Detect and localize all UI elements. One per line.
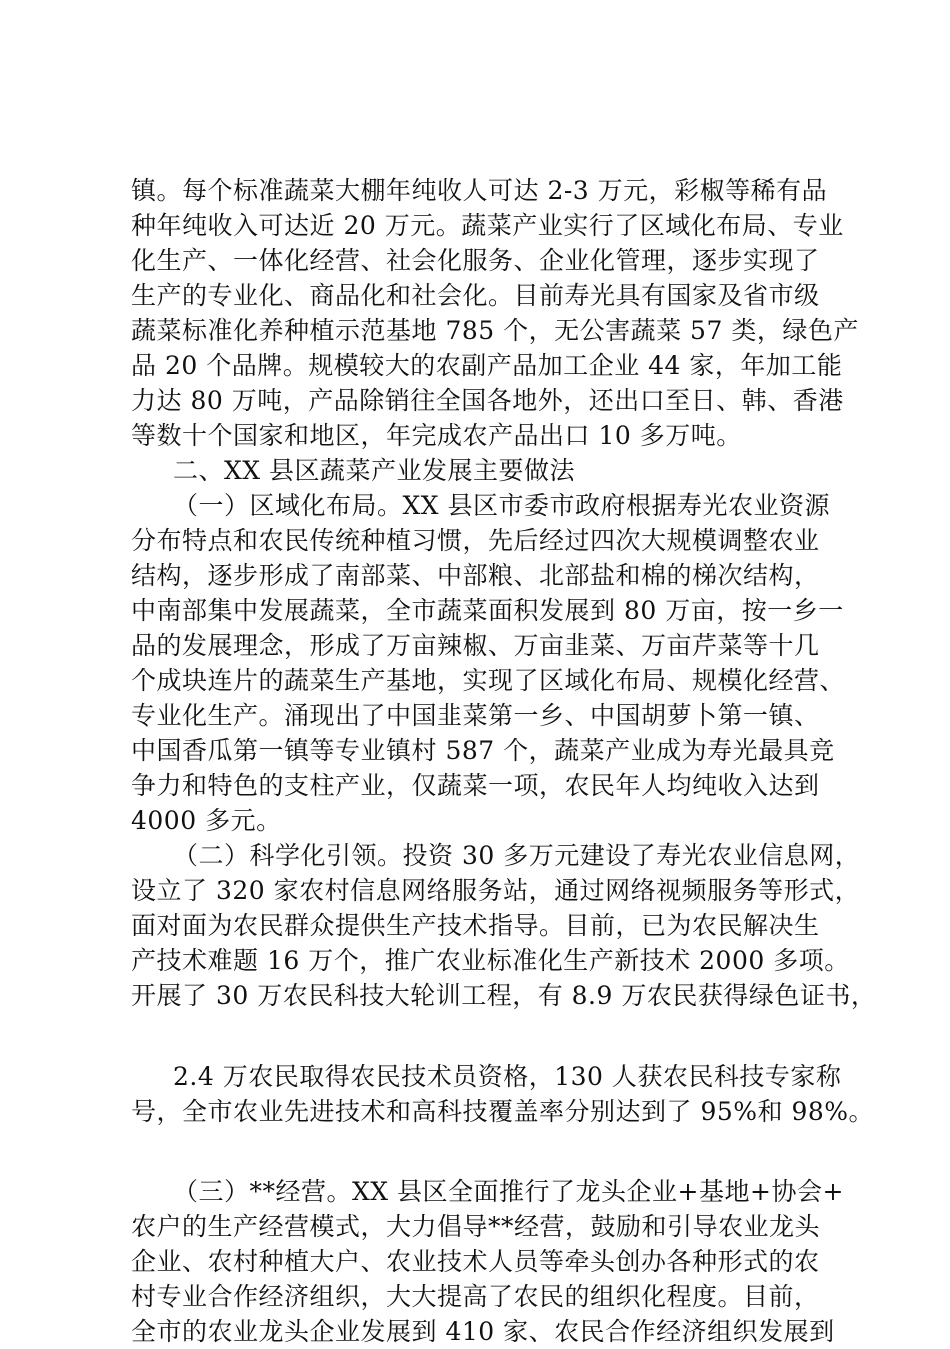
text-line: 面对面为农民群众提供生产技术指导。目前，已为农民解决生 [131, 911, 820, 940]
text-line: 号，全市农业先进技术和高科技覆盖率分别达到了 95%和 98%。 [131, 1097, 875, 1126]
text-line: 分布特点和农民传统种植习惯，先后经过四次大规模调整农业 [131, 526, 820, 555]
text-line: （三）**经营。XX 县区全面推行了龙头企业+基地+协会+ [173, 1177, 844, 1206]
text-line: 设立了 320 家农村信息网络服务站，通过网络视频服务等形式， [131, 876, 861, 905]
text-line: 镇。每个标准蔬菜大棚年纯收人可达 2-3 万元，彩椒等稀有品 [131, 176, 828, 205]
text-line: 个成块连片的蔬菜生产基地，实现了区域化布局、规模化经营、 [131, 666, 846, 695]
text-line: 4000 多元。 [131, 806, 282, 835]
text-line: 结构，逐步形成了南部菜、中部粮、北部盐和棉的梯次结构， [131, 561, 820, 590]
text-line: 化生产、一体化经营、社会化服务、企业化管理，逐步实现了 [131, 246, 820, 275]
text-line: 农户的生产经营模式，大力倡导**经营，鼓励和引导农业龙头 [131, 1212, 821, 1241]
text-line: 产技术难题 16 万个，推广农业标准化生产新技术 2000 多项。 [131, 946, 850, 975]
text-line: 中国香瓜第一镇等专业镇村 587 个，蔬菜产业成为寿光最具竞 [131, 736, 835, 765]
text-line: 蔬菜标准化养种植示范基地 785 个，无公害蔬菜 57 类，绿色产 [131, 316, 859, 345]
text-line: 村专业合作经济组织，大大提高了农民的组织化程度。目前， [131, 1282, 820, 1311]
text-line: 争力和特色的支柱产业，仅蔬菜一项，农民年人均纯收入达到 [131, 771, 820, 800]
section-heading: 二、XX 县区蔬菜产业发展主要做法 [173, 456, 576, 485]
text-line: 种年纯收入可达近 20 万元。蔬菜产业实行了区域化布局、专业 [131, 211, 844, 240]
text-line: 全市的农业龙头企业发展到 410 家、农民合作经济组织发展到 [131, 1317, 835, 1346]
text-line: 2.4 万农民取得农民技术员资格，130 人获农民科技专家称 [173, 1062, 842, 1091]
text-line: 生产的专业化、商品化和社会化。目前寿光具有国家及省市级 [131, 281, 820, 310]
text-line: 中南部集中发展蔬菜，全市蔬菜面积发展到 80 万亩，按一乡一 [131, 596, 844, 625]
text-line: （一）区域化布局。XX 县区市委市政府根据寿光农业资源 [173, 491, 831, 520]
text-line: 等数十个国家和地区，年完成农产品出口 10 多万吨。 [131, 421, 742, 450]
text-line: 品的发展理念，形成了万亩辣椒、万亩韭菜、万亩芹菜等十几 [131, 631, 820, 660]
text-line: 专业化生产。涌现出了中国韭菜第一乡、中国胡萝卜第一镇、 [131, 701, 820, 730]
text-line: 力达 80 万吨，产品除销往全国各地外，还出口至日、韩、香港 [131, 386, 844, 415]
text-line: （二）科学化引领。投资 30 多万元建设了寿光农业信息网， [173, 841, 861, 870]
text-line: 企业、农村种植大户、农业技术人员等牵头创办各种形式的农 [131, 1247, 820, 1276]
text-line: 开展了 30 万农民科技大轮训工程，有 8.9 万农民获得绿色证书， [131, 981, 877, 1010]
text-line: 品 20 个品牌。规模较大的农副产品加工企业 44 家，年加工能 [131, 351, 843, 380]
